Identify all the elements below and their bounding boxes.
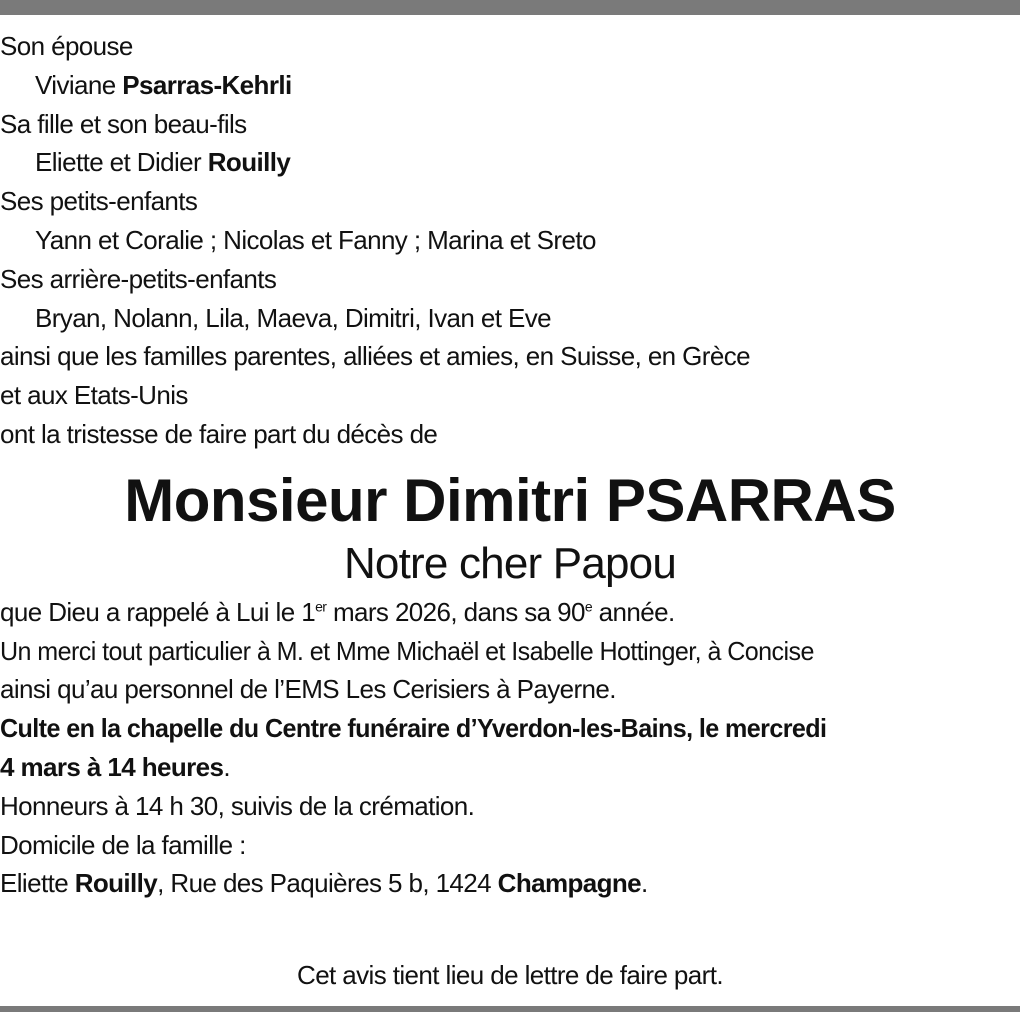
- great-grandchildren-label: Ses arrière-petits-enfants: [0, 263, 277, 294]
- top-rule: [0, 0, 1020, 15]
- death-date-line: que Dieu a rappelé à Lui le 1er mars 2026, dans sa 90e année.: [0, 596, 675, 627]
- address-line: Eliette Rouilly, Rue des Paquières 5 b, 1424 Champagne.: [0, 868, 648, 899]
- deceased-nickname: Notre cher Papou: [343, 538, 677, 588]
- deceased-name: Monsieur Dimitri PSARRAS: [124, 466, 896, 534]
- thanks-line-1: Un merci tout particulier à M. et Mme Michaël et Isabelle Hottinger, à Concise: [0, 635, 814, 666]
- great-grandchildren-names: Bryan, Nolann, Lila, Maeva, Dimitri, Ivan et Eve: [35, 302, 551, 333]
- obituary-notice: [0, 27, 1020, 903]
- grandchildren-label: Ses petits-enfants: [0, 186, 198, 217]
- spouse-label: Son épouse: [0, 31, 133, 61]
- spouse-name: Viviane Psarras-Kehrli: [35, 69, 292, 100]
- service-line-1: Culte en la chapelle du Centre funéraire d’Yverdon-les-Bains, le mercredi: [0, 713, 827, 744]
- honours-line: Honneurs à 14 h 30, suivis de la crémation.: [0, 790, 475, 821]
- service-line-2: 4 mars à 14 heures.: [0, 751, 230, 782]
- grandchildren-names: Yann et Coralie ; Nicolas et Fanny ; Marina et Sreto: [35, 224, 596, 255]
- relatives-line-2: et aux Etats-Unis: [0, 380, 188, 411]
- bottom-rule: [0, 1006, 1020, 1012]
- announcement: ont la tristesse de faire part du décès de: [0, 418, 438, 449]
- address-label: Domicile de la famille :: [0, 829, 246, 860]
- thanks-line-2: ainsi qu’au personnel de l’EMS Les Cerisiers à Payerne.: [0, 674, 616, 705]
- closing-note: Cet avis tient lieu de lettre de faire part.: [297, 960, 723, 990]
- daughter-label: Sa fille et son beau-fils: [0, 108, 247, 139]
- relatives-line-1: ainsi que les familles parentes, alliées et amies, en Suisse, en Grèce: [0, 341, 750, 372]
- daughter-name: Eliette et Didier Rouilly: [35, 147, 291, 178]
